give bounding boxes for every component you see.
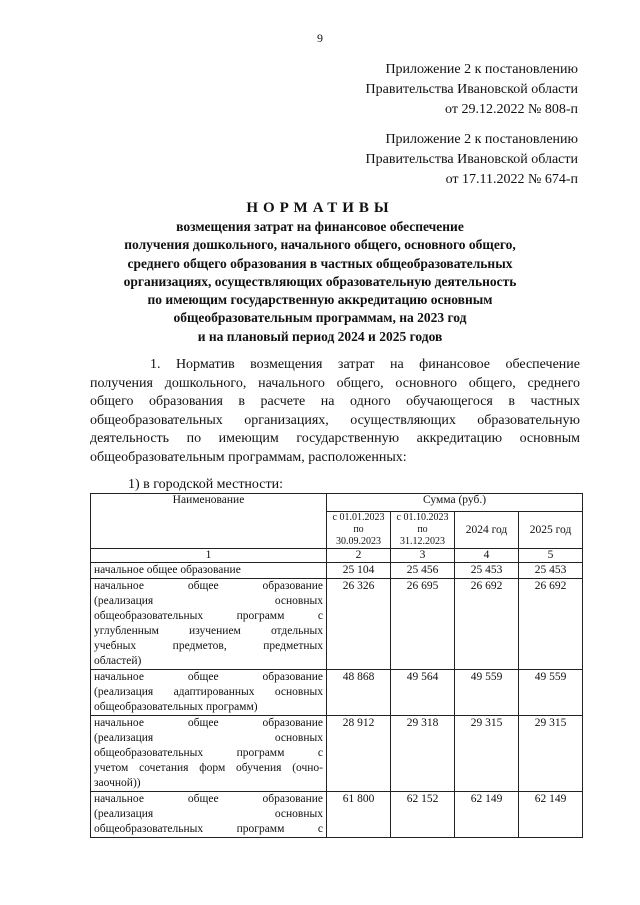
appendix-line: Правительства Ивановской области <box>365 82 578 97</box>
section-subheading: 1) в городской местности: <box>128 477 283 492</box>
row-name-cell <box>91 670 327 716</box>
paragraph-line: деятельность по имеющим государственную аккредитацию основным <box>90 431 580 446</box>
column-index: 5 <box>519 549 583 563</box>
row-name-line: начальное общее образование <box>94 564 241 576</box>
row-name-line: общеобразовательных программ) <box>94 701 258 713</box>
header-year-2024: 2024 год <box>455 512 519 549</box>
row-name-cell <box>91 579 327 670</box>
subtitle-line: среднего общего образования в частных общеобразовательных <box>127 255 513 271</box>
row-name-line: областей) <box>94 655 142 667</box>
header-sum-cell: Сумма (руб.) <box>327 494 583 512</box>
value-cell: 26 692 <box>519 579 583 670</box>
row-name-line: заочной)) <box>94 777 141 789</box>
value-cell: 49 559 <box>519 670 583 716</box>
column-index: 1 <box>91 549 327 563</box>
row-name-cell <box>91 716 327 792</box>
value-cell: 62 149 <box>455 792 519 838</box>
row-name-line: (реализация основных <box>94 808 323 820</box>
value-cell: 29 318 <box>391 716 455 792</box>
row-name-line: учебных предметов, предметных <box>94 640 323 652</box>
value-cell: 26 326 <box>327 579 391 670</box>
subtitle-line: и на плановый период 2024 и 2025 годов <box>197 328 443 344</box>
column-index: 3 <box>391 549 455 563</box>
period-line: с 01.01.2023 <box>332 512 385 523</box>
appendix-line: Правительства Ивановской области <box>365 152 578 167</box>
header-period-2 <box>391 512 455 549</box>
paragraph-line: общеобразовательным программам, расположенных: <box>90 449 407 465</box>
subtitle-line: возмещения затрат на финансовое обеспечение <box>176 219 464 234</box>
appendix-note-1 <box>366 60 578 120</box>
paragraph-line: 1. Норматив возмещения затрат на финансовое обеспечение <box>150 357 580 372</box>
table-row <box>91 716 583 792</box>
row-name-line: учетом сочетания форм обучения (очно- <box>94 762 323 774</box>
value-cell: 29 315 <box>519 716 583 792</box>
value-cell: 25 456 <box>391 563 455 579</box>
value-cell: 28 912 <box>327 716 391 792</box>
row-name-line: начальное общее образование <box>94 793 323 805</box>
header-name-cell: Наименование <box>91 494 327 549</box>
row-name-line: общеобразовательных программ с <box>94 610 323 622</box>
table-header-row <box>91 494 583 512</box>
subtitle-line: получения дошкольного, начального общего, основного общего, <box>124 237 516 253</box>
value-cell: 62 149 <box>519 792 583 838</box>
value-cell: 25 453 <box>519 563 583 579</box>
period-line: по 31.12.2023 <box>400 524 445 547</box>
subtitle-line: общеобразовательным программам, на 2023 год <box>173 310 467 326</box>
row-name-line: (реализация основных <box>94 595 323 607</box>
subtitle-line: по имеющим государственную аккредитацию основным <box>147 292 493 308</box>
table-row <box>91 579 583 670</box>
appendix-line: Приложение 2 к постановлению <box>385 62 578 77</box>
row-name-line: начальное общее образование <box>94 580 323 592</box>
page-number: 9 <box>317 31 323 45</box>
document-subtitle <box>90 218 550 346</box>
value-cell: 62 152 <box>391 792 455 838</box>
row-name-line: общеобразовательных программ с <box>94 823 323 835</box>
paragraph-line: общего образования в расчете на одного обучающегося в частных <box>90 394 580 409</box>
table-row <box>91 792 583 838</box>
row-name-cell <box>91 792 327 838</box>
value-cell: 26 692 <box>455 579 519 670</box>
value-cell: 25 453 <box>455 563 519 579</box>
appendix-line: от 29.12.2022 № 808-п <box>445 102 578 117</box>
value-cell: 26 695 <box>391 579 455 670</box>
table-row <box>91 563 583 579</box>
norms-table <box>90 493 583 838</box>
body-paragraph <box>90 356 580 467</box>
column-index: 4 <box>455 549 519 563</box>
value-cell: 48 868 <box>327 670 391 716</box>
row-name-line: начальное общее образование <box>94 671 323 683</box>
header-year-2025: 2025 год <box>519 512 583 549</box>
paragraph-line: получения дошкольного, начального общего, основного общего, среднего <box>90 375 580 391</box>
row-name-cell <box>91 563 327 579</box>
row-name-line: (реализация адаптированных основных <box>94 686 323 698</box>
header-period-1 <box>327 512 391 549</box>
paragraph-line: общеобразовательных организациях, осуществляющих образовательную <box>90 412 580 428</box>
period-line: по 30.09.2023 <box>336 524 381 547</box>
document-title: НОРМАТИВЫ <box>246 200 394 216</box>
appendix-line: Приложение 2 к постановлению <box>385 132 578 147</box>
subtitle-line: организациях, осуществляющих образовательную деятельность <box>123 273 517 289</box>
value-cell: 25 104 <box>327 563 391 579</box>
value-cell: 49 564 <box>391 670 455 716</box>
column-index: 2 <box>327 549 391 563</box>
appendix-note-2 <box>366 130 578 190</box>
row-name-line: начальное общее образование <box>94 717 323 729</box>
row-name-line: общеобразовательных программ с <box>94 747 323 759</box>
value-cell: 61 800 <box>327 792 391 838</box>
period-line: с 01.10.2023 <box>396 512 449 523</box>
row-name-line: углубленным изучением отдельных <box>94 625 323 637</box>
table-row <box>91 670 583 716</box>
row-name-line: (реализация основных <box>94 732 323 744</box>
appendix-line: от 17.11.2022 № 674-п <box>445 172 578 187</box>
table-index-row <box>91 549 583 563</box>
value-cell: 49 559 <box>455 670 519 716</box>
value-cell: 29 315 <box>455 716 519 792</box>
